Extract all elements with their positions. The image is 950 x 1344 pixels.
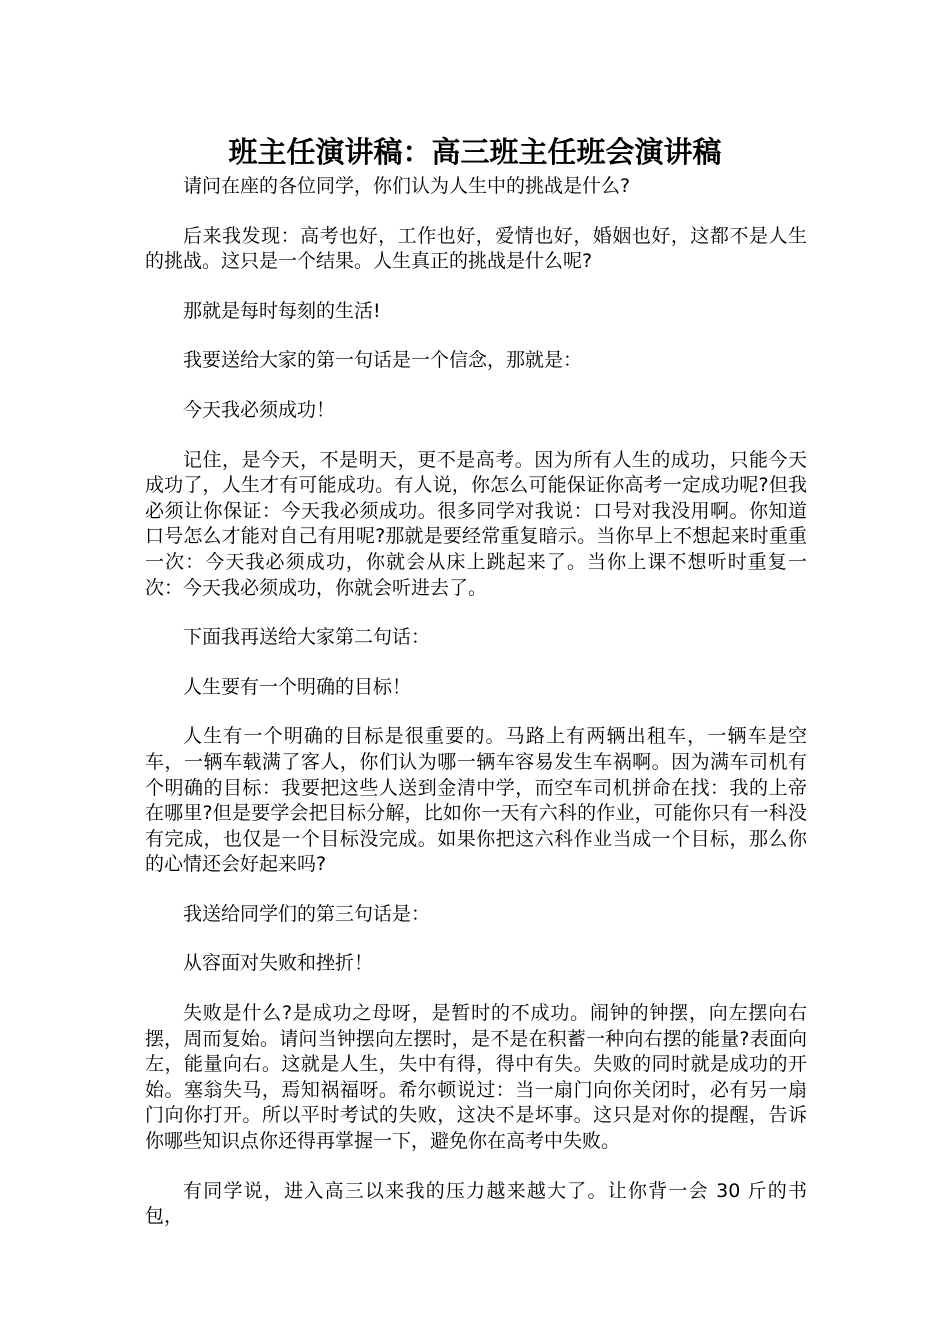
paragraph: 失败是什么?是成功之母呀，是暂时的不成功。闹钟的钟摆，向左摆向右摆，周而复始。请问当钟摆向左摆时，是不是在积蓄一种向右摆的能量?表面向左，能量向右。这就是人生，失中有得，得中有失。失败的同时就是成功的开始。塞翁失马，焉知祸福呀。希尔顿说过：当一扇门向你关闭时，必有另一扇门向你打开。所以平时考试的失败，这决不是坏事。这只是对你的提醒，告诉你哪些知识点你还得再掌握一下，避免你在高考中失败。	[145, 1002, 807, 1153]
paragraph: 人生要有一个明确的目标！	[183, 675, 412, 698]
paragraph: 我要送给大家的第一句话是一个信念，那就是：	[183, 349, 583, 372]
paragraph: 记住，是今天，不是明天，更不是高考。因为所有人生的成功，只能今天成功了，人生才有可能成功。有人说，你怎么可能保证你高考一定成功呢?但我必须让你保证：今天我必须成功。很多同学对我说：口号对我没用啊。你知道口号怎么才能对自己有用呢?那就是要经常重复暗示。当你早上不想起来时重重一次：今天我必须成功，你就会从床上跳起来了。当你上课不想听时重复一次：今天我必须成功，你就会听进去了。	[145, 448, 807, 599]
paragraph: 下面我再送给大家第二句话：	[183, 626, 431, 649]
paragraph: 有同学说，进入高三以来我的压力越来越大了。让你背一会 30 斤的书包，	[145, 1179, 807, 1228]
paragraph: 那就是每时每刻的生活!	[183, 299, 381, 322]
document-title: 班主任演讲稿：高三班主任班会演讲稿	[228, 135, 722, 169]
document-body	[145, 174, 807, 1254]
paragraph: 请问在座的各位同学，你们认为人生中的挑战是什么?	[183, 175, 631, 197]
paragraph: 人生有一个明确的目标是很重要的。马路上有两辆出租车，一辆车是空车，一辆车载满了客人，你们认为哪一辆车容易发生车祸啊。因为满车司机有个明确的目标：我要把这些人送到金清中学，而空车司机拼命在找：我的上帝在哪里?但是要学会把目标分解，比如你一天有六科的作业，可能你只有一科没有完成，也仅是一个目标没完成。如果你把这六科作业当成一个目标，那么你的心情还会好起来吗?	[145, 725, 807, 876]
paragraph: 今天我必须成功！	[183, 398, 336, 421]
paragraph: 我送给同学们的第三句话是：	[183, 902, 431, 925]
paragraph: 后来我发现：高考也好，工作也好，爱情也好，婚姻也好，这都不是人生的挑战。这只是一个结果。人生真正的挑战是什么呢?	[145, 224, 807, 273]
paragraph: 从容面对失败和挫折！	[183, 952, 374, 975]
